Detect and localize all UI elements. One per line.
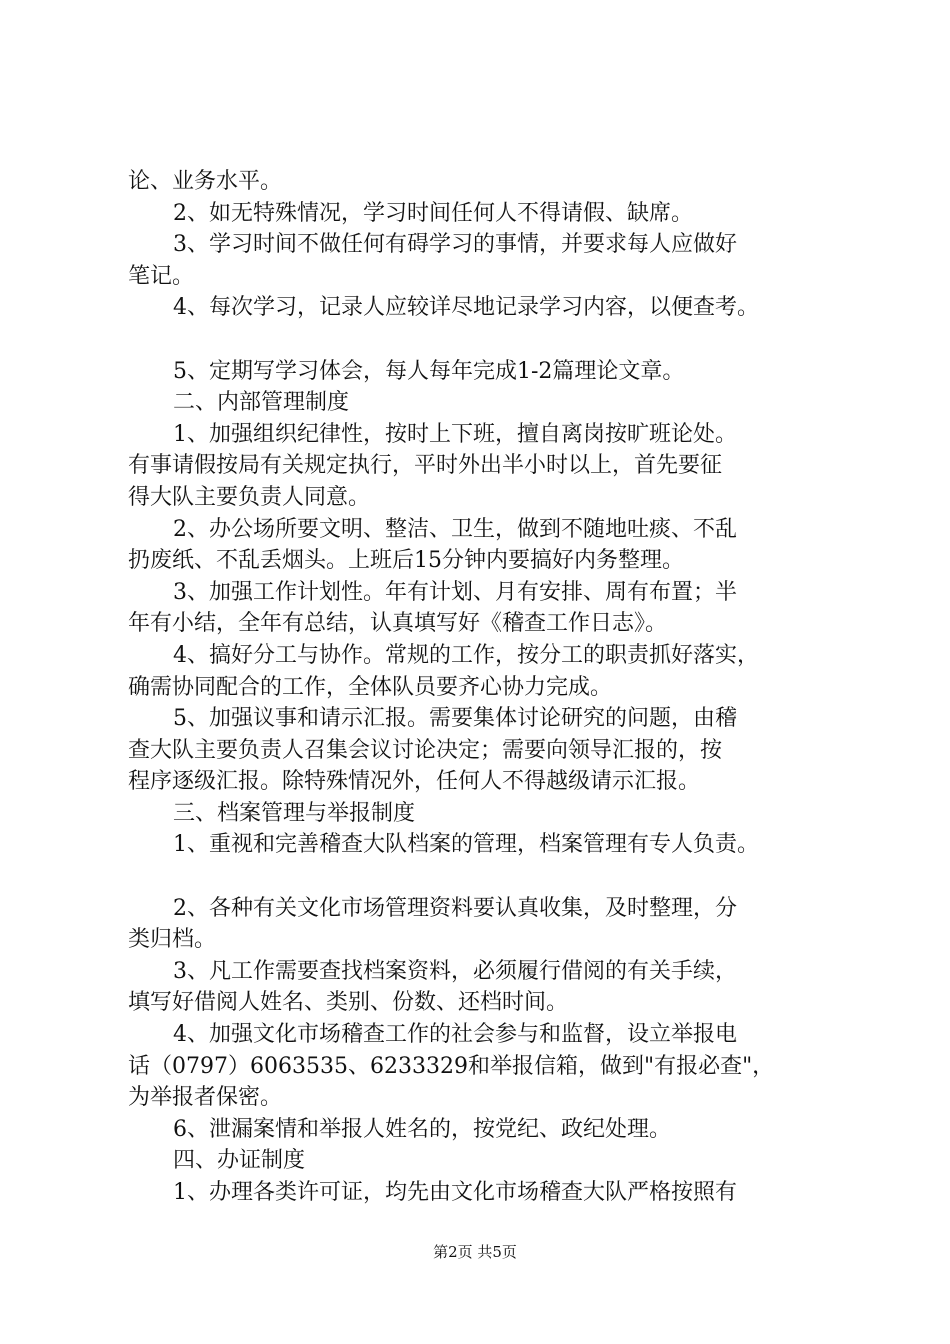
document-body (128, 166, 848, 1209)
text-line: 1、重视和完善稽查大队档案的管理，档案管理有专人负责。 (173, 832, 759, 858)
text-line: 年有小结，全年有总结，认真填写好《稽查工作日志》。 (128, 611, 668, 637)
text-line: 2、如无特殊情况，学习时间任何人不得请假、缺席。 (173, 200, 693, 226)
text-line: 4、加强文化市场稽查工作的社会参与和监督，设立举报电 (173, 1022, 737, 1048)
text-line: 2、办公场所要文明、整洁、卫生，做到不随地吐痰、不乱 (173, 516, 737, 542)
text-line: 得大队主要负责人同意。 (128, 484, 371, 510)
text-line: 1、加强组织纪律性，按时上下班，擅自离岗按旷班论处。 (173, 421, 737, 447)
text-line: 3、凡工作需要查找档案资料，必须履行借阅的有关手续， (173, 958, 737, 984)
text-line: 1、办理各类许可证，均先由文化市场稽查大队严格按照有 (173, 1180, 737, 1205)
text-line: 为举报者保密。 (128, 1085, 283, 1111)
section-heading: 二、内部管理制度 (173, 390, 350, 416)
text-line: 6、泄漏案情和举报人姓名的，按党纪、政纪处理。 (173, 1116, 671, 1142)
paragraph-gap (128, 861, 848, 893)
paragraph-gap (128, 324, 848, 356)
text-line: 查大队主要负责人召集会议讨论决定；需要向领导汇报的，按 (128, 737, 723, 763)
text-line: 3、加强工作计划性。年有计划、月有安排、周有布置；半 (173, 579, 737, 605)
section-heading: 三、档案管理与举报制度 (173, 800, 416, 826)
text-line: 4、每次学习，记录人应较详尽地记录学习内容，以便查考。 (173, 295, 759, 321)
text-line: 有事请假按局有关规定执行，平时外出半小时以上，首先要征 (128, 453, 723, 479)
text-line: 确需协同配合的工作，全体队员要齐心协力完成。 (128, 674, 613, 700)
text-line: 类归档。 (128, 927, 217, 953)
section-heading: 四、办证制度 (173, 1148, 306, 1174)
text-line: 5、加强议事和请示汇报。需要集体讨论研究的问题，由稽 (173, 706, 737, 732)
text-line: 论、业务水平。 (128, 169, 283, 194)
text-line: 3、学习时间不做任何有碍学习的事情，并要求每人应做好 (173, 232, 737, 258)
text-line: 4、搞好分工与协作。常规的工作，按分工的职责抓好落实， (173, 642, 759, 668)
text-line: 5、定期写学习体会，每人每年完成1-2篇理论文章。 (173, 358, 685, 384)
page-footer: 第2页 共5页 (433, 1243, 517, 1261)
text-line: 2、各种有关文化市场管理资料要认真收集，及时整理，分 (173, 895, 737, 921)
text-line: 程序逐级汇报。除特殊情况外，任何人不得越级请示汇报。 (128, 769, 701, 795)
text-line: 话（0797）6063535、6233329和举报信箱，做到"有报必查"， (128, 1053, 775, 1079)
text-line: 笔记。 (128, 263, 195, 289)
text-line: 填写好借阅人姓名、类别、份数、还档时间。 (128, 990, 569, 1016)
text-line: 扔废纸、不乱丢烟头。上班后15分钟内要搞好内务整理。 (128, 548, 684, 574)
